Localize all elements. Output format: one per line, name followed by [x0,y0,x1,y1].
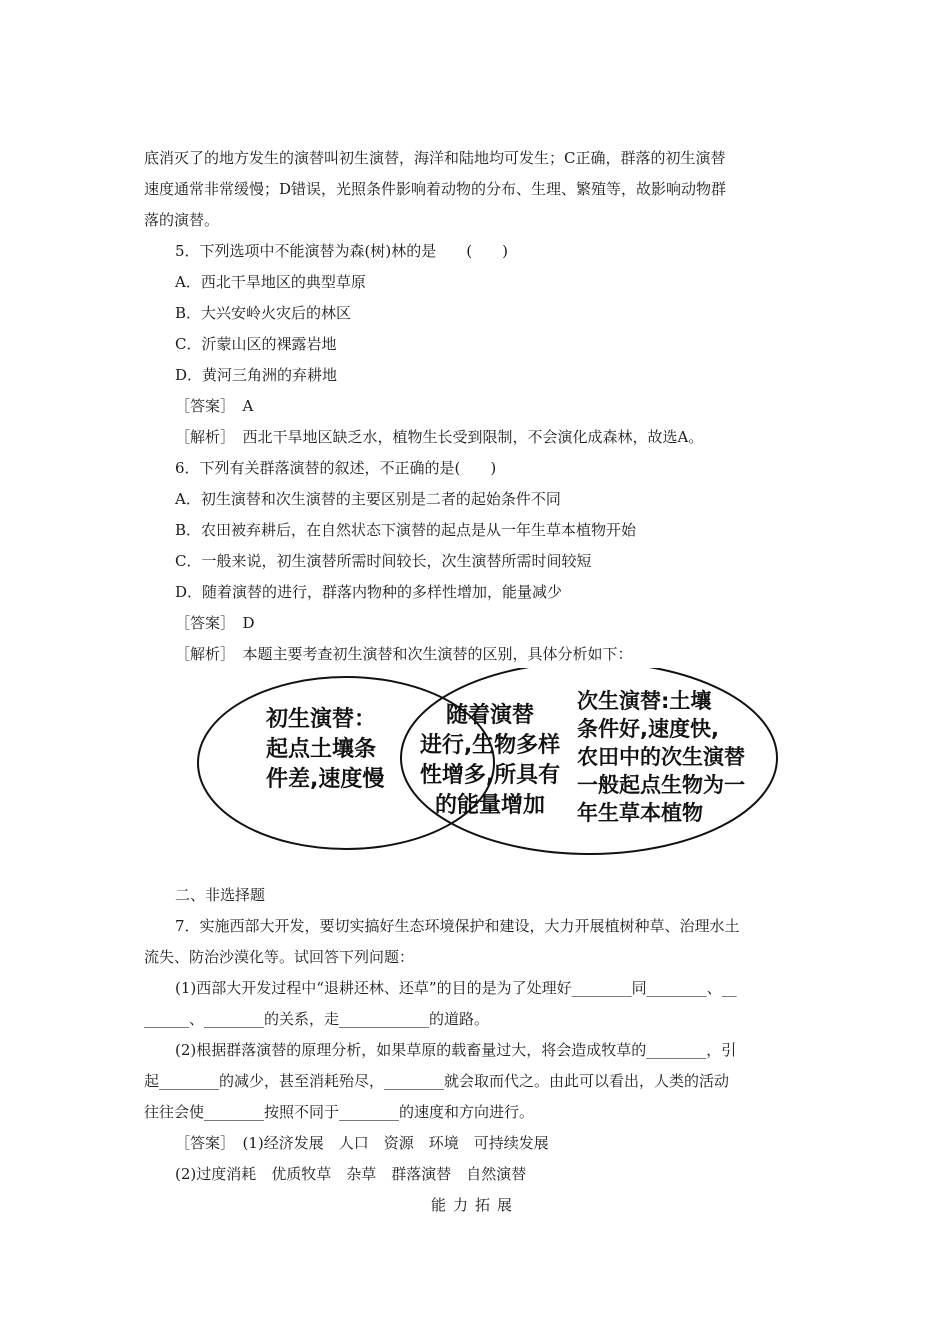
venn-diagram [196,668,781,868]
option-d: D．随着演替的进行，群落内物种的多样性增加，能量减少 [175,583,563,601]
sub-question-1: (1)西部大开发过程中“退耕还林、还草”的目的是为了处理好________同________、__ [175,979,737,997]
venn-right-text: 条件好,速度快, [577,717,719,741]
venn-left-text: 初生演替： [266,707,377,732]
option-a: A．西北干旱地区的典型草原 [175,273,366,291]
venn-right-text: 农田中的次生演替 [577,745,745,769]
question-6-stem: 6．下列有关群落演替的叙述，不正确的是( ) [175,459,497,477]
answer-line: ［答案］ A [175,397,254,415]
paragraph-line: 落的演替。 [144,211,220,229]
venn-right-text: 次生演替:土壤 [577,689,712,713]
paragraph-line: 速度通常非常缓慢；D错误，光照条件影响着动物的分布、生理、繁殖等，故影响动物群 [144,180,727,198]
sub-question-2: (2)根据群落演替的原理分析，如果草原的载畜量过大，将会造成牧草的________，引 [175,1041,737,1059]
paragraph-line: 起________的减少，甚至消耗殆尽，________就会取而代之。由此可以看出，人类的活动 [144,1072,730,1090]
analysis-line: ［解析］ 本题主要考查初生演替和次生演替的区别，具体分析如下： [175,645,633,663]
option-d: D．黄河三角洲的弃耕地 [175,366,338,384]
paragraph-line: 往往会使________按照不同于________的速度和方向进行。 [144,1103,535,1121]
venn-right-text: 一般起点生物为一 [577,773,745,797]
venn-middle-text: 的能量增加 [434,793,546,818]
paragraph-line: 流失、防治沙漠化等。试回答下列问题： [144,948,415,966]
question-5-stem: 5．下列选项中不能演替为森(树)林的是 ( ) [175,242,508,260]
option-a: A．初生演替和次生演替的主要区别是二者的起始条件不同 [175,490,561,508]
question-7-stem: 7．实施西部大开发，要切实搞好生态环境保护和建设，大力开展植树种草、治理水土 [175,917,740,935]
section-title: 能力拓展 [430,1196,519,1214]
venn-left-text: 起点土壤条 [266,737,377,762]
option-c: C．沂蒙山区的裸露岩地 [175,335,337,353]
option-b: B．农田被弃耕后，在自然状态下演替的起点是从一年生草本植物开始 [175,521,637,539]
venn-middle-text: 进行,生物多样 [419,733,561,758]
venn-right-text: 年生草本植物 [577,801,703,825]
answer-line: ［答案］ (1)经济发展 人口 资源 环境 可持续发展 [175,1134,549,1152]
answer-line: ［答案］ D [175,614,255,632]
paragraph-line: ______、________的关系，走____________的道路。 [144,1010,490,1028]
venn-middle-text: 性增多,所具有 [419,763,561,788]
venn-middle-text: 随着演替 [445,703,535,728]
venn-left-text: 件差,速度慢 [266,767,385,792]
paragraph-line: 底消灭了的地方发生的演替叫初生演替，海洋和陆地均可发生；C正确，群落的初生演替 [144,149,726,167]
section-heading: 二、非选择题 [175,886,266,904]
option-c: C．一般来说，初生演替所需时间较长，次生演替所需时间较短 [175,552,592,570]
analysis-line: ［解析］ 西北干旱地区缺乏水，植物生长受到限制，不会演化成森林，故选A。 [175,428,704,446]
answer-line: (2)过度消耗 优质牧草 杂草 群落演替 自然演替 [175,1165,527,1183]
option-b: B．大兴安岭火灾后的林区 [175,304,352,322]
